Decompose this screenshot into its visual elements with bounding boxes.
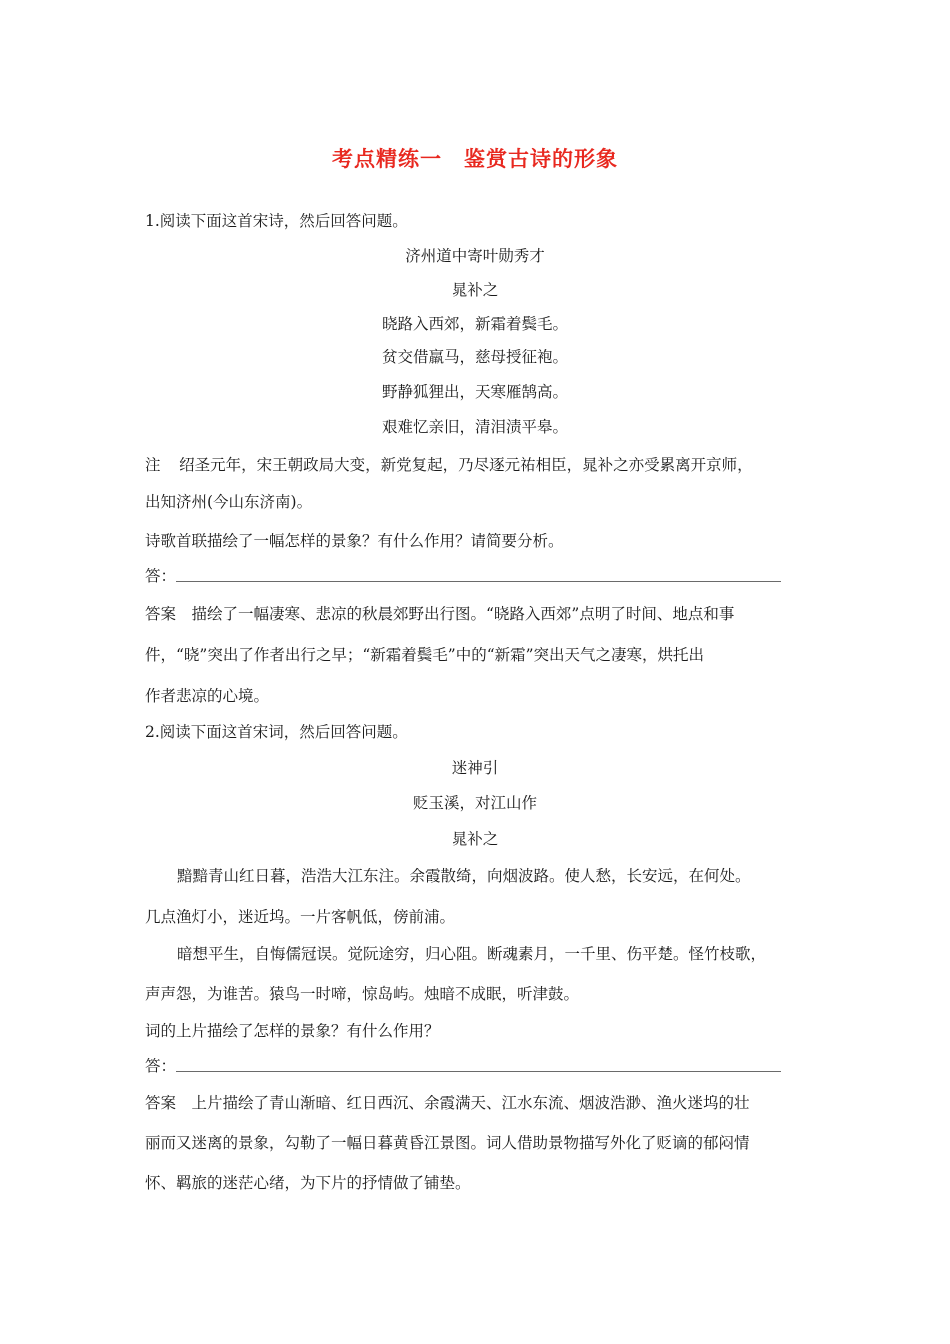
q1-note-line-2: 出知济州(今山东济南)。 [145, 493, 313, 511]
q1-poem-author: 晁补之 [451, 281, 499, 299]
q2-para1-line-2: 几点渔灯小，迷近坞。一片客帆低，傍前浦。 [145, 908, 456, 926]
q2-poem-author: 晁补之 [451, 830, 499, 848]
q1-note-text: 绍圣元年，宋王朝政局大变，新党复起，乃尽逐元祐相臣，晁补之亦受累离开京师， [179, 456, 753, 474]
q1-answer-line-2: 件，“晓”突出了作者出行之早；“新霜着鬓毛”中的“新霜”突出天气之凄寒，烘托出 [145, 646, 705, 664]
q1-note-label: 注 [145, 456, 161, 474]
q1-poem-title: 济州道中寄叶勋秀才 [405, 247, 545, 265]
q2-poem-title: 迷神引 [451, 759, 499, 777]
q2-question: 词的上片描绘了怎样的景象？有什么作用？ [145, 1022, 440, 1040]
q1-answer-line-3: 作者悲凉的心境。 [145, 687, 270, 705]
q1-poem-line-1: 晓路入西郊，新霜着鬓毛。 [381, 315, 568, 333]
q2-answer-line-3: 怀、羁旅的迷茫心绪，为下片的抒情做了铺垫。 [145, 1174, 471, 1192]
q2-answer-text: 上片描绘了青山渐暗、红日西沉、余霞满天、江水东流、烟波浩渺、渔火迷坞的壮 [191, 1094, 750, 1112]
q2-para1-line-1: 黯黯青山红日暮，浩浩大江东注。余霞散绮，向烟波路。使人愁，长安远，在何处。 [177, 867, 751, 885]
q1-answer-prompt: 答： [145, 567, 177, 585]
q1-poem-line-2: 贫交借羸马，慈母授征袍。 [381, 348, 568, 366]
page-title: 考点精练一 鉴赏古诗的形象 [332, 147, 618, 171]
q1-answer-label: 答案 [145, 605, 177, 623]
q1-poem-line-4: 艰难忆亲旧，清泪渍平皋。 [381, 418, 568, 436]
q2-answer-label: 答案 [145, 1094, 177, 1112]
q1-answer-text: 描绘了一幅凄寒、悲凉的秋晨郊野出行图。“晓路入西郊”点明了时间、地点和事 [191, 605, 735, 623]
q2-poem-subtitle: 贬玉溪，对江山作 [412, 794, 537, 812]
q2-para2-line-1: 暗想平生，自悔儒冠误。觉阮途穷，归心阻。断魂素月，一千里、伤平楚。怪竹枝歌， [177, 945, 767, 963]
q2-para2-line-2: 声声怨，为谁苦。猿鸟一时啼，惊岛屿。烛暗不成眠，听津鼓。 [145, 985, 580, 1003]
q2-answer-line-1 [145, 1093, 810, 1113]
q1-note [145, 455, 810, 475]
q1-answer-line-1 [145, 604, 810, 624]
q1-question: 诗歌首联描绘了一幅怎样的景象？有什么作用？请简要分析。 [145, 532, 564, 550]
q2-answer-prompt: 答： [145, 1057, 177, 1075]
q1-poem-line-3: 野静狐狸出，天寒雁鹄高。 [381, 383, 568, 401]
q1-prompt: 1.阅读下面这首宋诗，然后回答问题。 [145, 212, 408, 230]
q2-answer-line-2: 丽而又迷离的景象，勾勒了一幅日暮黄昏江景图。词人借助景物描写外化了贬谪的郁闷情 [145, 1134, 750, 1152]
q2-prompt: 2.阅读下面这首宋词，然后回答问题。 [145, 723, 408, 741]
q1-answer-line[interactable] [176, 581, 781, 582]
q2-answer-line[interactable] [176, 1071, 781, 1072]
